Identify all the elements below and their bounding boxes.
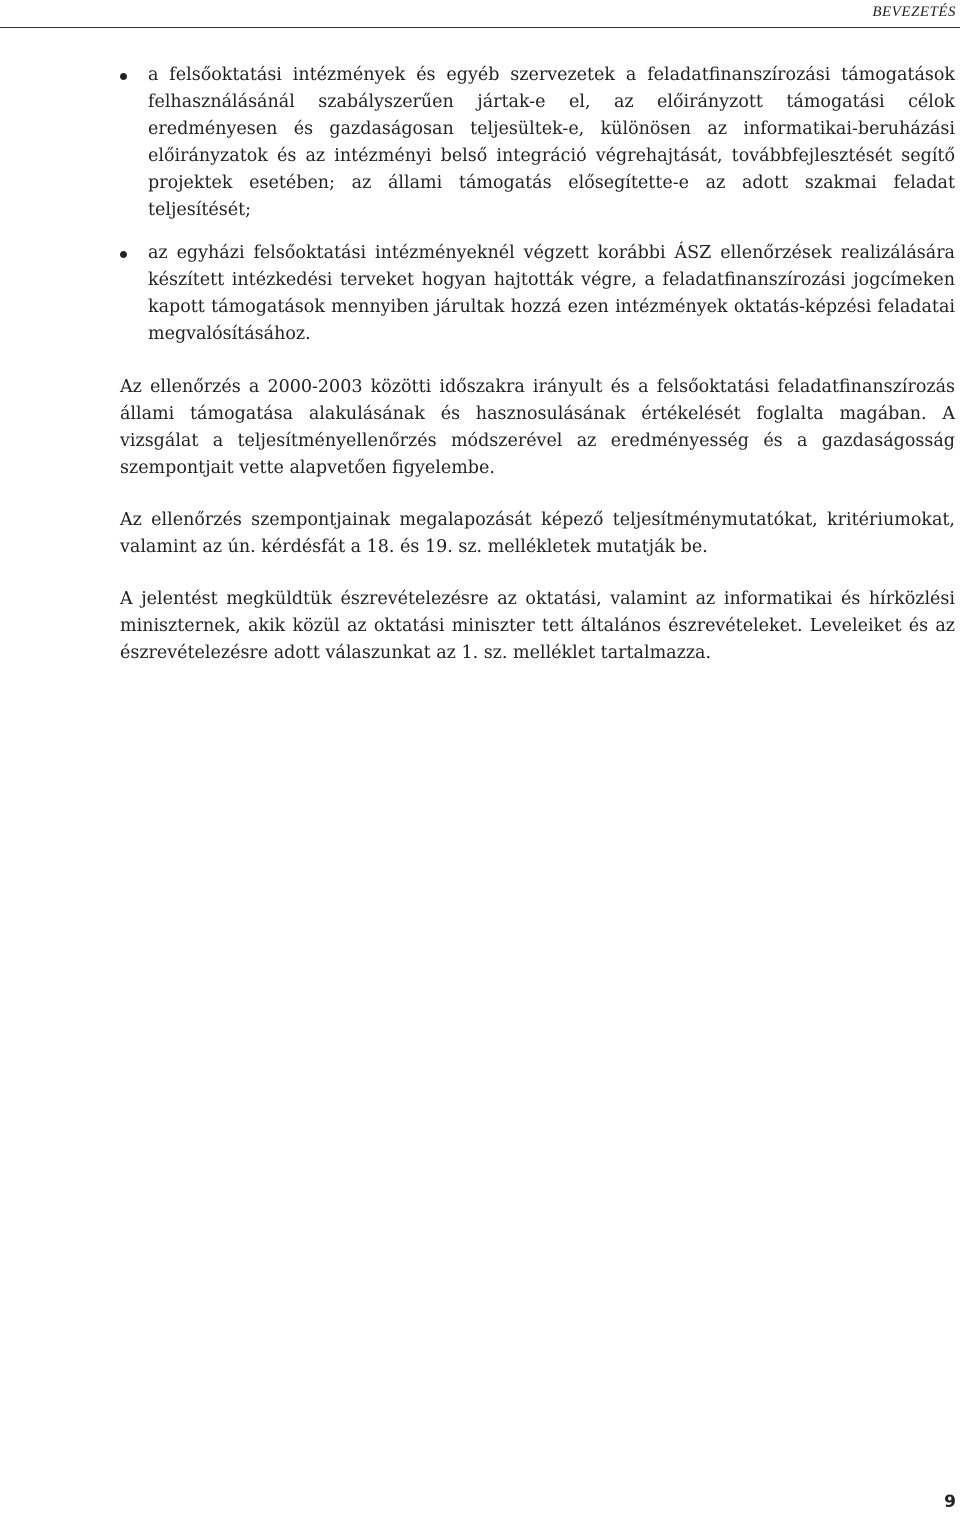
- bullet-item-1: [120, 62, 955, 224]
- page-number: 9: [944, 1492, 956, 1512]
- header-rule: [0, 27, 960, 28]
- bullet-item-2: [120, 240, 955, 348]
- paragraph-scope: Az ellenőrzés a 2000-2003 közötti időszakra irányult és a felsőoktatási feladatfinanszírozás állami támogatása alakulásának és hasznosulásának értékelését foglalta magában. A vizsgálat a teljesítményellenőrzés módszerével az eredményesség és a gazdaságosság szempontjait vette alapvetően figyelembe.: [120, 377, 955, 478]
- paragraph-report: A jelentést megküldtük észrevételezésre az oktatási, valamint az informatikai és hírközlési miniszternek, akik közül az oktatási miniszter tett általános észrevételeket. Leveleiket és az észrevételezésre adott válaszunkat az 1. sz. melléklet tartalmazza.: [120, 589, 955, 663]
- bullet-text-1: a felsőoktatási intézmények és egyéb szervezetek a feladatfinanszírozási támogatások felhasználásánál szabályszerűen jártak-e el, az előirányzott támogatási célok eredményesen és gazdaságosan teljesültek-e, különösen az informatikai-beruházási előirányzatok és az intézményi belső integráció végrehajtását, továbbfejlesztését segítő projektek esetében; az állami támogatás elősegítette-e az adott szakmai feladat teljesítését;: [148, 65, 955, 220]
- bullet-dot-icon: [120, 73, 127, 80]
- bullet-list: [120, 62, 955, 348]
- paragraph-criteria: Az ellenőrzés szempontjainak megalapozását képező teljesítménymutatókat, kritériumokat, valamint az ún. kérdésfát a 18. és 19. sz. mellékletek mutatják be.: [120, 510, 955, 557]
- page-content: [120, 62, 955, 667]
- bullet-dot-icon: [120, 251, 127, 258]
- running-head: BEVEZETÉS: [872, 4, 956, 20]
- bullet-text-2: az egyházi felsőoktatási intézményeknél végzett korábbi ÁSZ ellenőrzések realizálására készített intézkedési terveket hogyan hajtották végre, a feladatfinanszírozási jogcímeken kapott támogatások mennyiben járultak hozzá ezen intézmények oktatás-képzési feladatai megvalósításához.: [148, 243, 955, 344]
